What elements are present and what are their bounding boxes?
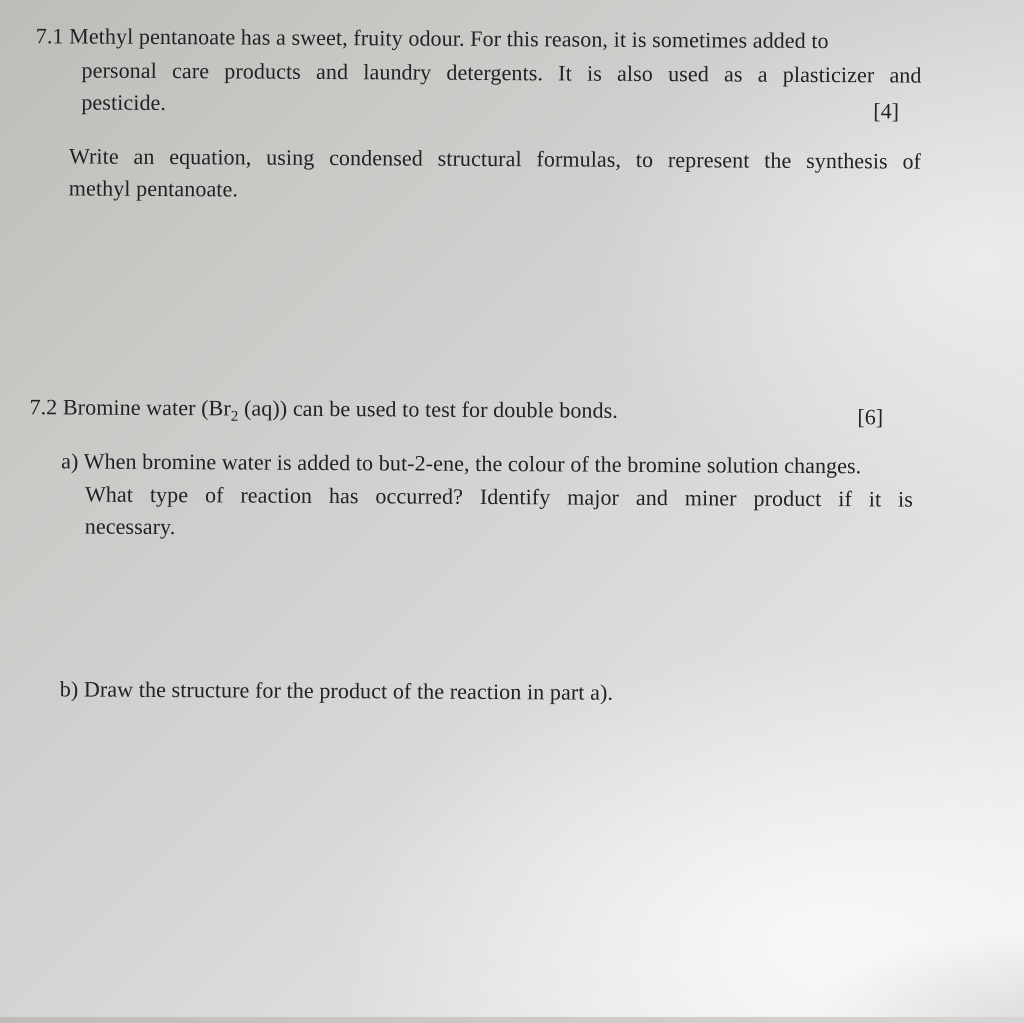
- part-a-text: When bromine water is added to but-2-ene, the colour of the bromine solution changes.: [83, 448, 862, 479]
- part-a-line-2: What type of reaction has occurred? Identify major and miner product if it is: [84, 481, 914, 512]
- part-b-text: Draw the structure for the product of the reaction in part a).: [83, 676, 614, 705]
- part-a-label: a): [61, 448, 79, 474]
- marks-7-1: [4]: [873, 98, 900, 124]
- question-7-1-line-2: personal care products and laundry detergents. It is also used as a plasticizer and: [81, 57, 922, 88]
- question-7-1-line-1: [36, 22, 829, 55]
- question-number: 7.1: [35, 23, 64, 49]
- part-b-line: [60, 675, 613, 706]
- part-a-line-3: necessary.: [84, 513, 176, 540]
- question-7-1-task-line-1: Write an equation, using condensed structural formulas, to represent the synthesis of: [68, 143, 922, 174]
- question-7-1-line-3: pesticide.: [81, 89, 167, 116]
- question-text-part-2: (aq)) can be used to test for double bonds.: [238, 395, 619, 423]
- question-text-part-1: Bromine water (Br: [62, 394, 231, 421]
- question-7-2-stem: [29, 393, 618, 425]
- part-a-line-1: [61, 447, 861, 480]
- question-7-1-task-line-2: methyl pentanoate.: [68, 175, 239, 202]
- question-text: Methyl pentanoate has a sweet, fruity odour. For this reason, it is sometimes added to: [69, 23, 829, 54]
- subscript: 2: [230, 408, 239, 425]
- marks-7-2: [6]: [857, 404, 884, 430]
- part-b-label: b): [59, 676, 79, 702]
- page-shadow: [724, 897, 1024, 1017]
- question-number: 7.2: [29, 394, 58, 420]
